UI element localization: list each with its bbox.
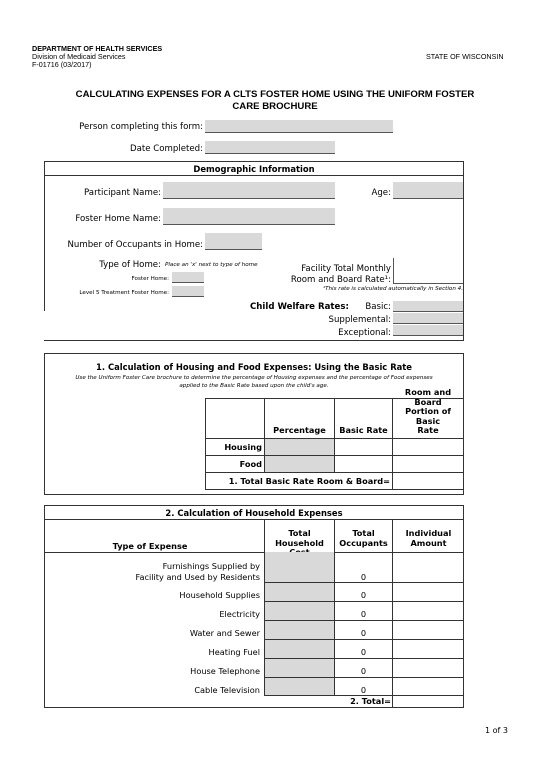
foster-home-name-label: Foster Home Name:	[75, 214, 161, 224]
expense-row-cable-television: Cable Television	[194, 685, 260, 695]
occupants-field[interactable]	[205, 233, 262, 250]
page-number: 1 of 3	[485, 726, 508, 735]
expense-row-heating-fuel: Heating Fuel	[208, 647, 260, 657]
housing-portion-field	[392, 438, 464, 456]
page-title-line2: CARE BROCHURE	[232, 100, 318, 112]
form-header	[32, 45, 162, 70]
supplemental-rate-label: Supplemental:	[328, 315, 391, 325]
facility-rate-field[interactable]	[393, 258, 463, 284]
level5-checkbox[interactable]	[172, 286, 204, 297]
exceptional-rate-label: Exceptional:	[338, 328, 391, 338]
expense-row-furnishings-line1: Furnishings Supplied by	[162, 561, 260, 571]
type-of-home-hint: Place an 'x' next to type of home	[165, 262, 258, 268]
sec2-header-individual	[392, 519, 464, 553]
sec2-total-label: 2. Total=	[350, 696, 391, 706]
sec1-total-field	[392, 472, 464, 490]
expense-row-cable-television-occupants: 0	[360, 685, 367, 695]
level5-label: Level 5 Treatment Foster Home:	[79, 290, 169, 296]
expense-row-furnishings-line2: Facility and Used by Residents	[135, 572, 260, 582]
food-portion-field	[392, 455, 464, 473]
sec1-row-housing: Housing	[224, 442, 262, 452]
sec1-total-label-cell	[205, 472, 393, 490]
sec1-col-portion	[393, 388, 463, 436]
expense-row-divider	[264, 620, 464, 621]
foster-home-label: Foster Home:	[131, 276, 169, 282]
demographic-title-divider	[44, 175, 464, 176]
sec2-col-individual-line2: Amount	[410, 537, 447, 548]
type-of-home-label: Type of Home:	[99, 260, 161, 270]
housing-basic-rate-field	[334, 438, 393, 456]
food-basic-rate-field	[334, 455, 393, 473]
age-label: Age:	[371, 188, 391, 198]
expense-row-divider	[264, 658, 464, 659]
division-name: Division of Medicaid Services	[32, 52, 126, 62]
sec2-col-occupants-line2: Occupants	[339, 537, 388, 548]
page-title	[20, 89, 530, 112]
food-percentage-field[interactable]	[264, 455, 335, 473]
expense-row-furnishings-occupants: 0	[360, 572, 367, 582]
demographic-left-border	[44, 161, 45, 311]
section2-title: 2. Calculation of Household Expenses	[165, 508, 343, 518]
sec1-col-portion-line2: Portion of Basic	[405, 406, 451, 426]
age-field[interactable]	[393, 182, 463, 199]
facility-rate-note: ¹This rate is calculated automatically in Section 4.	[322, 286, 463, 292]
participant-name-label: Participant Name:	[84, 188, 161, 198]
sec2-col-individual	[393, 529, 464, 548]
expense-row-house-telephone: House Telephone	[190, 666, 260, 676]
foster-home-name-field[interactable]	[163, 208, 335, 225]
sec2-col-occupants-line1: Total	[352, 528, 375, 538]
sec2-col-total-cost-line1: Total Household	[275, 528, 324, 548]
expense-row-household-supplies: Household Supplies	[179, 590, 260, 600]
demographic-title: Demographic Information	[193, 164, 315, 174]
state-label: STATE OF WISCONSIN	[426, 52, 504, 61]
expense-row-house-telephone-occupants: 0	[360, 666, 367, 676]
sec1-col-percentage: Percentage	[273, 425, 326, 436]
person-completing-label: Person completing this form:	[79, 122, 203, 132]
child-welfare-rates-label: Child Welfare Rates:	[250, 302, 349, 312]
sec1-header-blank	[205, 398, 265, 439]
date-completed-field[interactable]	[205, 141, 335, 154]
expense-row-divider	[264, 677, 464, 678]
sec1-row-food: Food	[239, 459, 262, 469]
sec2-total-cost-column[interactable]	[264, 552, 335, 696]
sec1-header-percentage	[264, 398, 335, 439]
sec1-total-label: 1. Total Basic Rate Room & Board=	[228, 476, 390, 486]
sec1-col-portion-line3: Rate	[417, 425, 439, 436]
expense-row-divider	[264, 601, 464, 602]
exceptional-rate-field[interactable]	[393, 325, 463, 336]
expense-row-household-supplies-occupants: 0	[360, 590, 367, 600]
sec2-col-occupants	[335, 529, 392, 548]
expense-row-water-sewer-occupants: 0	[360, 628, 367, 638]
sec2-total-divider	[392, 696, 393, 708]
sec2-col-individual-line1: Individual	[405, 528, 452, 538]
sec1-col-basic-rate: Basic Rate	[339, 425, 388, 436]
housing-percentage-field[interactable]	[264, 438, 335, 456]
basic-rate-label: Basic:	[365, 302, 391, 312]
date-completed-label: Date Completed:	[129, 144, 203, 154]
basic-rate-field[interactable]	[393, 301, 463, 312]
sec1-header-basic-rate	[334, 398, 393, 439]
section1-title: 1. Calculation of Housing and Food Expenses: Using the Basic Rate	[96, 362, 412, 372]
sec1-row-housing-label-cell	[205, 438, 265, 456]
dept-name: DEPARTMENT OF HEALTH SERVICES	[32, 44, 163, 53]
participant-name-field[interactable]	[163, 182, 335, 199]
sec1-col-portion-line1: Room and Board	[404, 387, 452, 407]
sec2-header-occupants	[334, 519, 393, 553]
sec2-header-divider	[44, 552, 464, 553]
expense-row-electricity-occupants: 0	[360, 609, 367, 619]
facility-rate-label-line1: Facility Total Monthly	[301, 264, 391, 274]
page-title-line1: CALCULATING EXPENSES FOR A CLTS FOSTER HOME USING THE UNIFORM FOSTER	[75, 89, 475, 100]
sec2-header-total-cost	[264, 519, 335, 553]
expense-row-electricity: Electricity	[219, 609, 260, 619]
person-completing-field[interactable]	[205, 120, 393, 133]
sec1-header-portion	[392, 387, 464, 439]
supplemental-rate-field[interactable]	[393, 313, 463, 324]
section1-note-line2: applied to the Basic Rate based upon the child's age.	[179, 383, 329, 389]
sec2-col-type: Type of Expense	[112, 541, 188, 551]
expense-row-divider	[264, 582, 464, 583]
expense-row-divider	[264, 639, 464, 640]
expense-row-water-sewer: Water and Sewer	[189, 628, 260, 638]
expense-row-heating-fuel-occupants: 0	[360, 647, 367, 657]
facility-rate-label-line2: Room and Board Rate¹:	[290, 275, 391, 285]
form-number: F-01716 (03/2017)	[32, 60, 92, 70]
sec1-row-food-label-cell	[205, 455, 265, 473]
occupants-label: Number of Occupants in Home:	[67, 240, 203, 250]
foster-home-checkbox[interactable]	[172, 272, 204, 283]
section1-note-line1: Use the Uniform Foster Care brochure to determine the percentage of Housing expenses and the percentage of Food expenses	[75, 375, 433, 381]
